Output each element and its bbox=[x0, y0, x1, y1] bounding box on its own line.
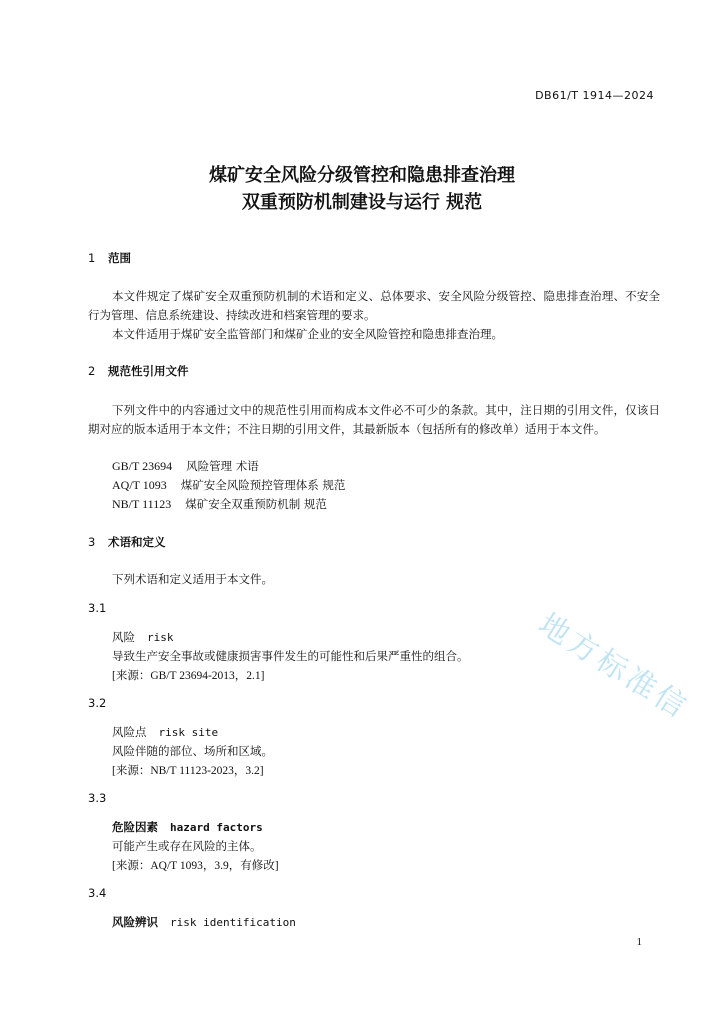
term-chinese: 风险辨识 bbox=[112, 915, 158, 929]
section-1-paragraph-1: 本文件规定了煤矿安全双重预防机制的术语和定义、总体要求、安全风险分级管控、隐患排查治理、不安全行为管理、信息系统建设、持续改进和档案管理的要求。 bbox=[88, 289, 660, 322]
term-english: hazard factors bbox=[170, 821, 263, 834]
term-chinese: 危险因素 bbox=[112, 820, 158, 834]
term-source: [来源：GB/T 23694-2013，2.1] bbox=[112, 670, 265, 682]
reference-title: 煤矿安全双重预防机制 规范 bbox=[185, 497, 327, 511]
section-2-title: 规范性引用文件 bbox=[108, 364, 189, 378]
clause-number: 3.3 bbox=[88, 791, 107, 805]
reference-code: GB/T 23694 bbox=[112, 459, 173, 473]
watermark: 地方标准信 bbox=[532, 606, 695, 727]
term-definition: 风险伴随的部位、场所和区域。 bbox=[112, 744, 273, 758]
term-english: risk bbox=[147, 631, 174, 644]
term-chinese: 风险点 bbox=[112, 725, 147, 739]
reference-item bbox=[112, 458, 259, 474]
section-2-heading bbox=[88, 363, 189, 379]
clause-number: 3.4 bbox=[88, 886, 107, 900]
term-entry bbox=[112, 914, 296, 930]
section-3-intro: 下列术语和定义适用于本文件。 bbox=[112, 572, 273, 586]
reference-title: 风险管理 术语 bbox=[186, 459, 259, 473]
section-3-heading bbox=[88, 534, 166, 550]
document-title-line1: 煤矿安全风险分级管控和隐患排查治理 bbox=[209, 165, 515, 186]
term-entry bbox=[112, 724, 218, 740]
term-entry bbox=[112, 819, 263, 835]
reference-item bbox=[112, 496, 327, 512]
reference-code: AQ/T 1093 bbox=[112, 478, 167, 492]
section-3-number: 3 bbox=[88, 535, 96, 549]
section-1-paragraph-2: 本文件适用于煤矿安全监管部门和煤矿企业的安全风险管控和隐患排查治理。 bbox=[112, 327, 503, 341]
term-source: [来源：NB/T 11123-2023，3.2] bbox=[112, 765, 264, 777]
standard-number: DB61/T 1914—2024 bbox=[535, 89, 654, 102]
section-3-title: 术语和定义 bbox=[108, 535, 166, 549]
clause-number: 3.1 bbox=[88, 601, 107, 615]
document-title-line2: 双重预防机制建设与运行 规范 bbox=[241, 192, 483, 213]
section-1-number: 1 bbox=[88, 251, 96, 265]
term-definition: 可能产生或存在风险的主体。 bbox=[112, 839, 262, 853]
page-number: 1 bbox=[636, 936, 642, 948]
term-source: [来源：AQ/T 1093，3.9，有修改] bbox=[112, 860, 279, 872]
section-2-paragraph-1: 下列文件中的内容通过文中的规范性引用而构成本文件必不可少的条款。其中，注日期的引用文件，仅该日期对应的版本适用于本文件；不注日期的引用文件，其最新版本（包括所有的修改单）适用于本文件。 bbox=[88, 403, 660, 436]
reference-title: 煤矿安全风险预控管理体系 规范 bbox=[180, 478, 346, 492]
reference-code: NB/T 11123 bbox=[112, 497, 172, 511]
term-chinese: 风险 bbox=[112, 630, 135, 644]
term-definition: 导致生产安全事故或健康损害事件发生的可能性和后果严重性的组合。 bbox=[112, 649, 469, 663]
clause-number: 3.2 bbox=[88, 696, 107, 710]
reference-item bbox=[112, 477, 345, 493]
section-1-title: 范围 bbox=[108, 251, 131, 265]
section-2-number: 2 bbox=[88, 364, 96, 378]
section-1-heading bbox=[88, 250, 131, 266]
term-entry bbox=[112, 629, 174, 645]
term-english: risk identification bbox=[170, 916, 296, 929]
term-english: risk site bbox=[158, 726, 219, 739]
